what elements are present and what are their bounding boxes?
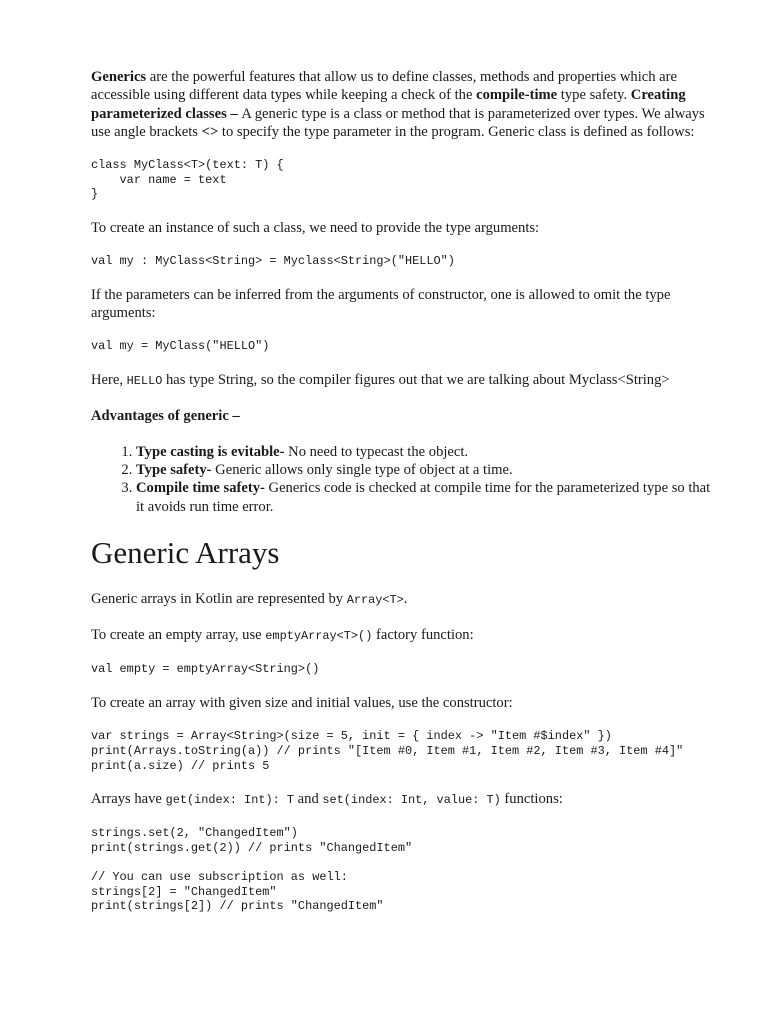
list-item	[136, 479, 716, 516]
arrays-code: Array<T>	[346, 592, 404, 607]
intro-paragraph	[91, 68, 716, 141]
code-block-empty: val empty = emptyArray<String>()	[91, 662, 320, 677]
list-item	[136, 461, 716, 479]
getset-code-get: get(index: Int): T	[165, 793, 295, 808]
empty-paragraph	[91, 626, 716, 645]
code-block-instance: val my : MyClass<String> = Myclass<String>("HELLO")	[91, 254, 455, 269]
arrays-text-1: Generic arrays in Kotlin are represented by	[91, 590, 347, 607]
arrays-paragraph	[91, 590, 716, 609]
advantages-heading	[91, 407, 716, 425]
document-page	[91, 68, 716, 914]
code-block-infer: val my = MyClass("HELLO")	[91, 339, 270, 354]
code-block-ctor: var strings = Array<String>(size = 5, init = { index -> "Item #$index" }) print(Arrays.toString(a)) // prints "[Item #0, Item #1, Item #2, Item #3, Item #4]" print(a.size) // prints 5	[91, 729, 684, 773]
list-item-bold: Compile time safety-	[136, 480, 265, 497]
getset-paragraph	[91, 790, 716, 809]
intro-text-1: are the powerful features that allow us to define classes, methods and properties which are accessible using different data types while keeping a check of the	[91, 69, 677, 104]
getset-text-2: and	[294, 791, 323, 808]
intro-bold-generics: Generics	[91, 69, 147, 85]
list-item-text: No need to typecast the object.	[284, 443, 469, 460]
code-block-getset: strings.set(2, "ChangedItem") print(strings.get(2)) // prints "ChangedItem" // You can use subscription as well: strings[2] = "ChangedItem" print(strings[2]) // prints "ChangedItem"	[91, 826, 413, 914]
intro-text-4: to specify the type parameter in the program. Generic class is defined as follows:	[218, 123, 695, 140]
getset-text-3: functions:	[500, 791, 563, 808]
here-text-2: has type String, so the compiler figures out that we are talking about Myclass<String>	[162, 372, 670, 389]
list-item-text: Generic allows only single type of object at a time.	[211, 461, 513, 478]
intro-bold-creating: Creating parameterized classes –	[91, 87, 686, 122]
empty-text-1: To create an empty array, use	[91, 627, 266, 644]
code-block-class: class MyClass<T>(text: T) { var name = text }	[91, 158, 284, 202]
here-text-1: Here,	[91, 372, 127, 389]
getset-code-set: set(index: Int, value: T)	[322, 793, 501, 808]
intro-text-2: type safety.	[557, 87, 631, 104]
list-item-bold: Type casting is evitable-	[136, 443, 285, 460]
intro-bold-compile-time: compile-time	[476, 87, 558, 104]
here-paragraph	[91, 371, 716, 390]
section-title: Generic Arrays	[91, 534, 280, 570]
list-item-text: Generics code is checked at compile time for the parameterized type so that it avoids run time error.	[136, 480, 711, 515]
empty-text-2: factory function:	[372, 627, 474, 644]
arrays-text-2: .	[403, 590, 408, 607]
infer-paragraph: If the parameters can be inferred from the arguments of constructor, one is allowed to omit the type arguments:	[91, 286, 671, 322]
empty-code: emptyArray<T>()	[265, 629, 373, 644]
advantages-list	[91, 443, 716, 516]
list-item	[136, 443, 716, 461]
advantages-heading-text: Advantages of generic –	[91, 408, 240, 425]
ctor-paragraph: To create an array with given size and initial values, use the constructor:	[91, 695, 513, 712]
list-item-bold: Type safety-	[136, 461, 212, 478]
intro-bold-brackets: <>	[201, 123, 219, 140]
instance-paragraph: To create an instance of such a class, we need to provide the type arguments:	[91, 219, 540, 236]
getset-text-1: Arrays have	[91, 791, 166, 808]
here-code-hello: HELLO	[126, 374, 163, 389]
intro-text-3: A generic type is a class or method that is parameterized over types. We always use angle brackets	[91, 105, 705, 140]
